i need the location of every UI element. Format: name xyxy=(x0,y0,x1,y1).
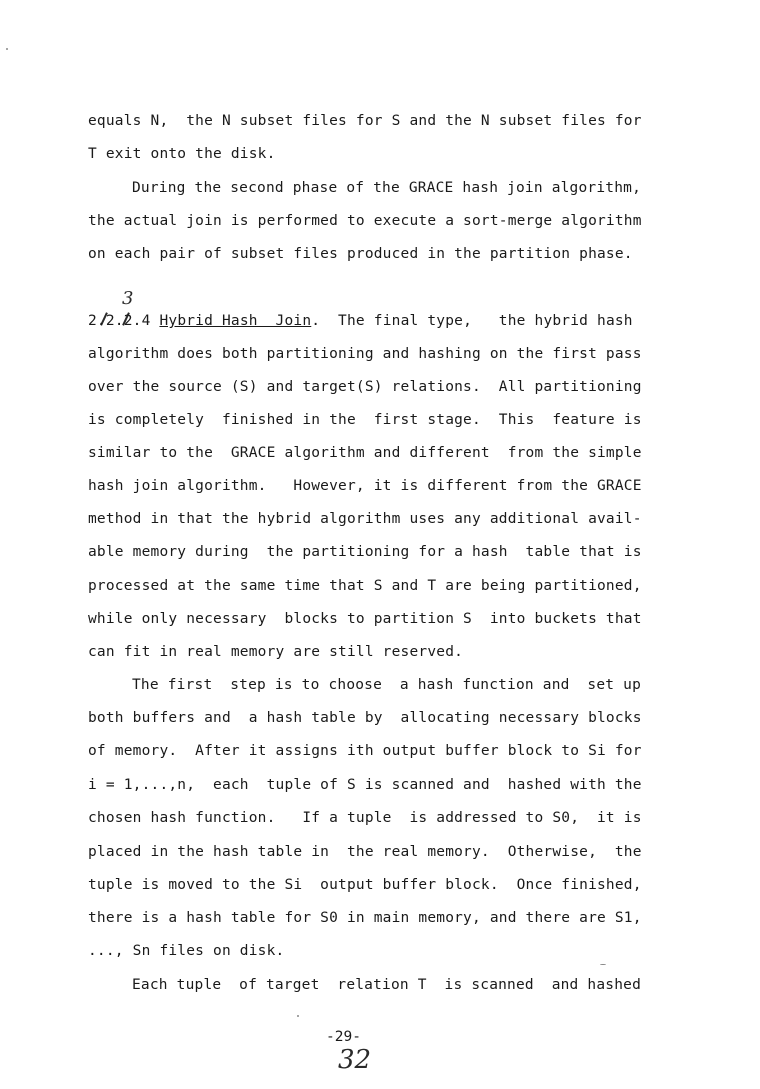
section-heading xyxy=(88,311,633,331)
page-number: -29- xyxy=(326,1029,361,1045)
text-line: similar to the GRACE algorithm and different from the simple xyxy=(88,445,642,461)
text-line: T exit onto the disk. xyxy=(88,146,276,162)
text-line: of memory. After it assigns ith output buffer block to Si for xyxy=(88,743,642,759)
scan-speck xyxy=(6,48,8,50)
scan-speck xyxy=(297,1015,299,1017)
handwritten-correction: 3 xyxy=(122,288,134,309)
text-line: The first step is to choose a hash function and set up xyxy=(132,677,641,693)
text-line: i = 1,...,n, each tuple of S is scanned and hashed with the xyxy=(88,777,642,793)
section-number: 2.2.2.4 xyxy=(88,313,151,329)
text-line: is completely finished in the first stage. This feature is xyxy=(88,412,642,428)
text-line: able memory during the partitioning for a hash table that is xyxy=(88,544,642,560)
text-line: placed in the hash table in the real memory. Otherwise, the xyxy=(88,844,642,860)
text-line: while only necessary blocks to partition S into buckets that xyxy=(88,611,642,627)
text-line: the actual join is performed to execute a sort-merge algorithm xyxy=(88,213,642,229)
text-line: Each tuple of target relation T is scanned and hashed xyxy=(132,977,641,993)
text-line: ..., Sn files on disk. xyxy=(88,943,285,959)
text-line: chosen hash function. If a tuple is addressed to S0, it is xyxy=(88,810,642,826)
text-line: hash join algorithm. However, it is different from the GRACE xyxy=(88,478,642,494)
text-line: equals N, the N subset files for S and the N subset files for xyxy=(88,113,642,129)
text-line: algorithm does both partitioning and hashing on the first pass xyxy=(88,346,642,362)
text-line: can fit in real memory are still reserved. xyxy=(88,644,464,660)
text-line: During the second phase of the GRACE hash join algorithm, xyxy=(132,180,641,196)
text-line: tuple is moved to the Si output buffer block. Once finished, xyxy=(88,877,642,893)
section-first-line: . The final type, the hybrid hash xyxy=(311,313,633,329)
text-line: processed at the same time that S and T are being partitioned, xyxy=(88,578,642,594)
text-line: on each pair of subset files produced in the partition phase. xyxy=(88,246,633,262)
text-line: over the source (S) and target(S) relations. All partitioning xyxy=(88,379,642,395)
text-line: method in that the hybrid algorithm uses any additional avail- xyxy=(88,511,642,527)
scan-speck xyxy=(600,964,606,965)
handwritten-page-number: 32 xyxy=(338,1045,372,1075)
text-line: both buffers and a hash table by allocating necessary blocks xyxy=(88,710,642,726)
text-line: there is a hash table for S0 in main memory, and there are S1, xyxy=(88,910,642,926)
section-title: Hybrid Hash Join xyxy=(159,313,312,329)
